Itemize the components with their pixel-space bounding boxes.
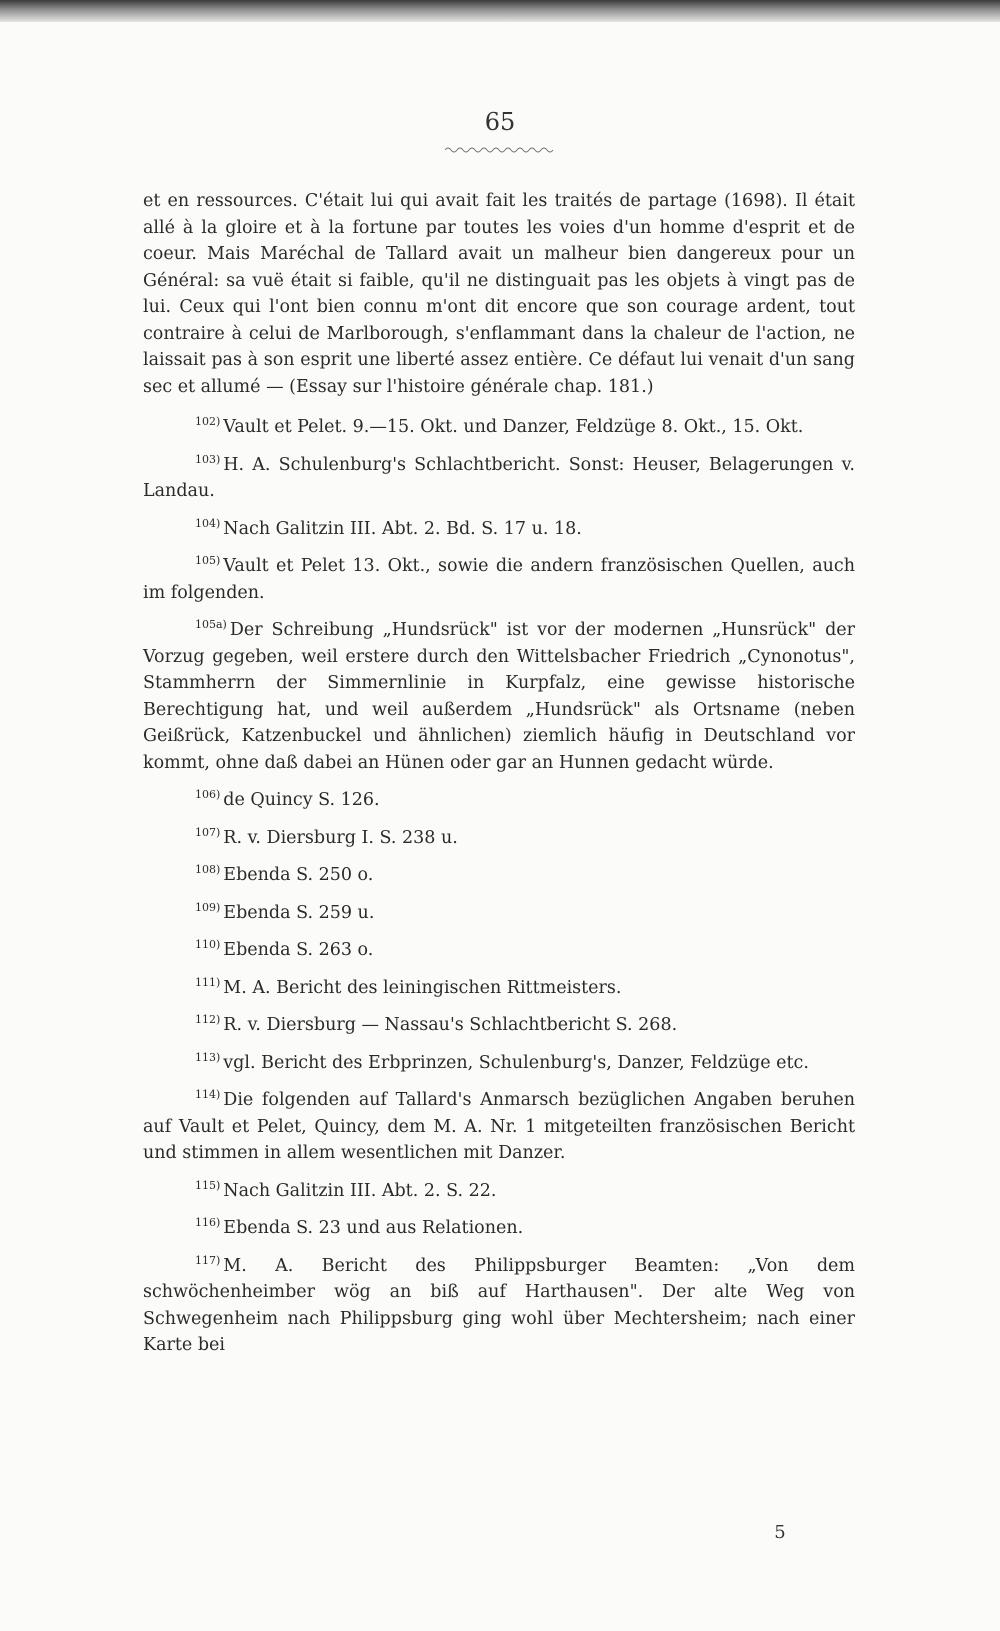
footnote-number: 108): [195, 863, 221, 877]
footnote: [143, 553, 855, 606]
footnote-text: de Quincy S. 126.: [223, 790, 380, 810]
footnote-number: 113): [195, 1050, 221, 1064]
footnote: [143, 617, 855, 776]
footnote-number: 116): [195, 1216, 221, 1230]
footnote: [143, 825, 855, 852]
footnote-number: 115): [195, 1178, 221, 1192]
footnote: [143, 900, 855, 927]
footnote: [143, 1087, 855, 1167]
page-number-underline: [445, 146, 555, 154]
footnote-text: Ebenda S. 259 u.: [223, 902, 375, 923]
footnote-text: Vault et Pelet. 9.—15. Okt. und Danzer, Feldzüge 8. Okt., 15. Okt.: [223, 417, 804, 437]
footnote-number: 105): [195, 554, 221, 568]
page-top-edge: [0, 0, 1000, 22]
footnote-text: Der Schreibung „Hundsrück" ist vor der modernen „Hunsrück" der Vorzug gegeben, weil erstere durch den Wittelsbacher Friedrich „Cynonotus", Stammherrn der Simmernlinie in Kurpfalz, eine gewisse historische Berechtigung hat, und weil außerdem „Hundsrück" als Ortsname (neben Geißrück, Katzenbuckel und ähnlichen) ziemlich häufig in Deutschland vor kommt, ohne daß dabei an Hünen oder gar an Hunnen gedacht würde.: [143, 620, 855, 773]
footnote: [143, 1253, 855, 1359]
footnote: [143, 1012, 855, 1039]
footnote: [143, 452, 855, 505]
page-content: [143, 188, 855, 1359]
footnote-number: 102): [195, 415, 221, 429]
footnote: [143, 414, 855, 441]
footnote: [143, 1178, 855, 1205]
footnote-text: R. v. Diersburg I. S. 238 u.: [223, 827, 458, 848]
footnote-number: 114): [195, 1088, 221, 1102]
page-number: 65: [484, 108, 516, 136]
footnote-text: M. A. Bericht des Philippsburger Beamten: „Von dem schwöchenheimber wög an biß auf Harthausen". Der alte Weg von Schwegenheim nach Philippsburg ging wohl über Mechtersheim; nach einer Karte bei: [143, 1255, 855, 1355]
footnote-number: 106): [195, 788, 221, 802]
footnote: [143, 862, 855, 889]
main-paragraph: et en ressources. C'était lui qui avait fait les traités de partage (1698). Il était allé à la gloire et à la fortune par toutes les voies d'un homme d'esprit et de coeur. Mais Maréchal de Tallard avait un malheur bien dangereux pour un Général: sa vuë était si faible, qu'il ne distinguait pas les objets à vingt pas de lui. Ceux qui l'ont bien connu m'ont dit encore que son courage ardent, tout contraire à celui de Marlborough, s'enflammant dans la chaleur de l'action, ne laissait pas à son esprit une liberté assez entière. Ce défaut lui venait d'un sang sec et allumé — (Essay sur l'histoire générale chap. 181.): [143, 191, 855, 397]
footnote: [143, 787, 855, 814]
footnote-number: 117): [195, 1253, 221, 1267]
footnote-text: Ebenda S. 23 und aus Relationen.: [223, 1218, 524, 1238]
footnote-number: 103): [195, 452, 221, 466]
footnote-text: Ebenda S. 250 o.: [223, 865, 374, 885]
footnote-text: Nach Galitzin III. Abt. 2. S. 22.: [223, 1180, 497, 1201]
footnote-number: 112): [195, 1013, 221, 1027]
footnote-number: 110): [195, 938, 221, 952]
footnote-number: 104): [195, 516, 221, 530]
footnote: [143, 1215, 855, 1242]
footnote: [143, 937, 855, 964]
footnote-number: 111): [195, 975, 221, 989]
footnote-text: Ebenda S. 263 o.: [223, 940, 374, 960]
footnote-number: 105a): [195, 618, 227, 632]
footnote: [143, 975, 855, 1002]
footnote: [143, 1050, 855, 1077]
footnote-text: M. A. Bericht des leiningischen Rittmeisters.: [223, 977, 622, 998]
signature-mark: 5: [774, 1522, 786, 1543]
footnote-text: H. A. Schulenburg's Schlachtbericht. Sonst: Heuser, Belagerungen v. Landau.: [143, 454, 855, 501]
footnote-text: vgl. Bericht des Erbprinzen, Schulenburg's, Danzer, Feldzüge etc.: [223, 1052, 809, 1073]
footnote-number: 107): [195, 825, 221, 839]
footnote-text: Die folgenden auf Tallard's Anmarsch bezüglichen Angaben beruhen auf Vault et Pelet, Quincy, dem M. A. Nr. 1 mitgeteilten französischen Bericht und stimmen in allem wesentlichen mit Danzer.: [143, 1090, 855, 1163]
footnote: [143, 516, 855, 543]
footnote-text: R. v. Diersburg — Nassau's Schlachtbericht S. 268.: [223, 1015, 678, 1035]
footnote-text: Vault et Pelet 13. Okt., sowie die andern französischen Quellen, auch im folgenden.: [143, 556, 855, 603]
footnote-number: 109): [195, 900, 221, 914]
footnote-text: Nach Galitzin III. Abt. 2. Bd. S. 17 u. 18.: [223, 518, 582, 539]
